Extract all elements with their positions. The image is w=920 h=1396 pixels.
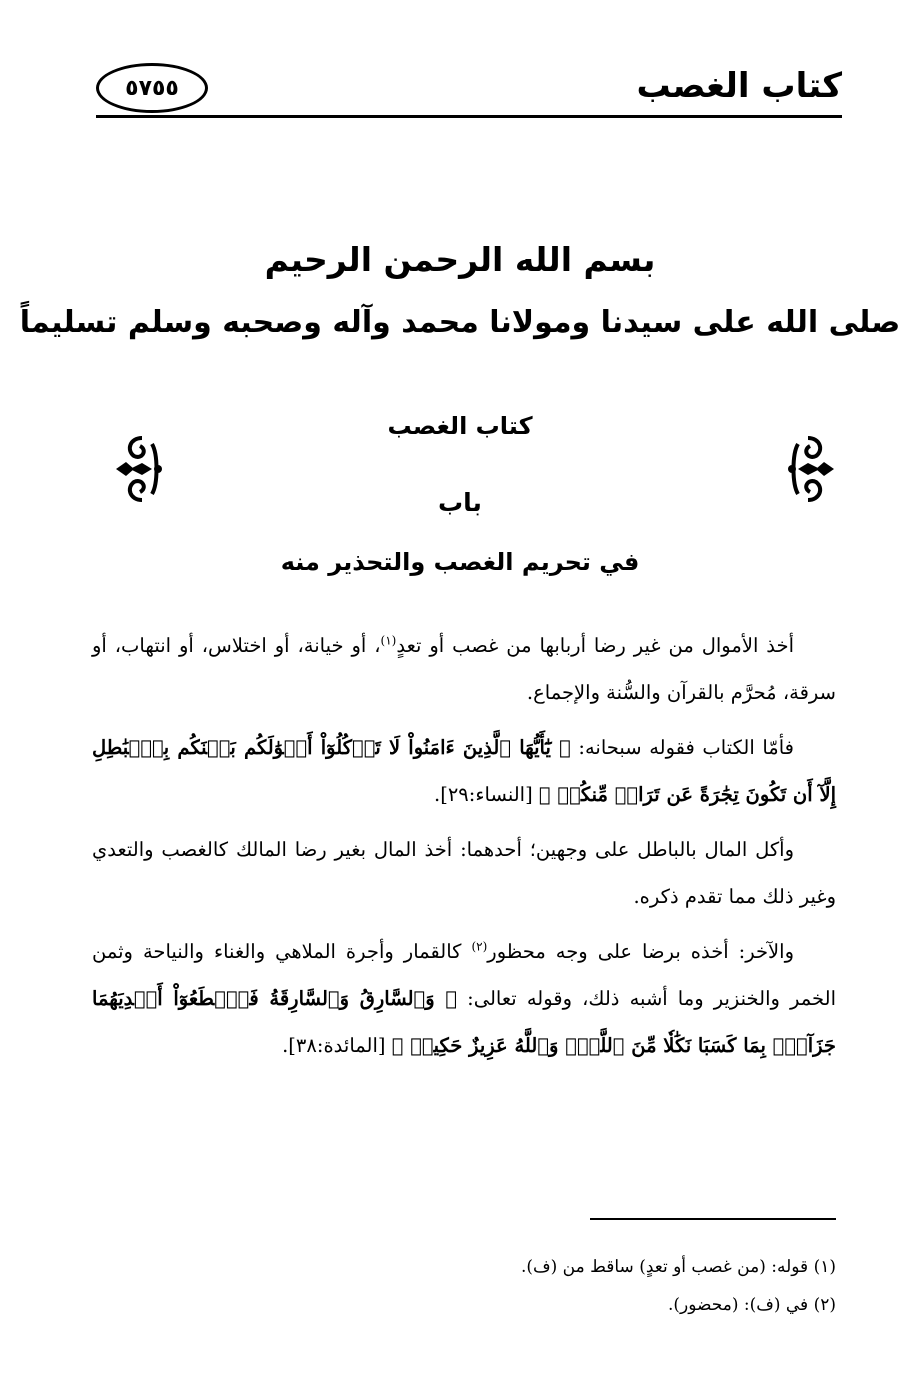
- quran-verse: ﴿ وَٱلسَّارِقُ وَٱلسَّارِقَةُ فَٱقۡطَعُوٓاْ أَيۡدِيَهُمَا جَزَآءَۢ بِمَا كَسَبَا نَكَٰلٗا مِّنَ ٱللَّهِۗ وَٱللَّهُ عَزِيزٌ حَكِيمٞ ﴾: [92, 987, 836, 1057]
- bab-subtitle: في تحريم الغصب والتحذير منه: [280, 548, 640, 576]
- verse-citation: [المائدة:٣٨].: [282, 1034, 392, 1057]
- paragraph-1: أخذ الأموال من غير رضا أربابها من غصب أو تعدٍ$^{(١)}$، أو خيانة، أو اختلاس، أو انتهاب، أو سرقة، مُحرَّم بالقرآن والسُّنة والإجماع.: [92, 633, 836, 704]
- footnote-ref-2: (٢): [471, 939, 488, 954]
- paragraph-3: وأكل المال بالباطل على وجهين؛ أحدهما: أخذ المال بغير رضا المالك كالغصب والتعدي وغير ذلك مما تقدم ذكره.: [92, 838, 836, 908]
- footnote-2: (٢) في (ف): (محضور).: [667, 1295, 836, 1315]
- page-number: ٥٧٥٥: [96, 63, 208, 113]
- footnote-divider: [590, 1218, 836, 1220]
- footnote-1: (١) قوله: (من غصب أو تعدٍ) ساقط من (ف).: [520, 1257, 836, 1277]
- verse-citation: [النساء:٢٩].: [434, 783, 539, 806]
- quran-verse: ﴿ يَٰٓأَيُّهَا ٱلَّذِينَ ءَامَنُواْ لَا تَأۡكُلُوٓاْ أَمۡوَٰلَكُم بَيۡنَكُم بِٱلۡبَٰطِلِ إِلَّآ أَن تَكُونَ تِجَٰرَةً عَن تَرَاضٖ مِّنكُمۡ ﴾: [92, 736, 836, 806]
- header-rule: [96, 115, 842, 118]
- salutation: صلى الله على سيدنا ومولانا محمد وآله وصحبه وسلم تسليماً: [19, 305, 901, 340]
- footnote-ref-1: (١): [380, 633, 397, 648]
- footnotes: [300, 1248, 836, 1324]
- bab-heading: باب: [438, 488, 482, 517]
- body-text: [92, 622, 836, 1077]
- paragraph-2: فأمّا الكتاب فقوله سبحانه: ﴿ يَٰٓأَيُّهَا ٱلَّذِينَ ءَامَنُواْ لَا تَأۡكُلُوٓاْ أَمۡوَٰلَكُم بَيۡنَكُم بِٱلۡبَٰطِلِ إِلَّآ أَن تَكُونَ تِجَٰرَةً عَن تَرَاضٖ مِّنكُمۡ ﴾ [النساء:٢٩].: [92, 736, 836, 806]
- basmala: بسم الله الرحمن الرحيم: [264, 240, 656, 279]
- running-title: كتاب الغصب: [636, 66, 842, 106]
- paragraph-4: والآخر: أخذه برضا على وجه محظور$^{(٢)}$ كالقمار وأجرة الملاهي والغناء والنياحة وثمن الخمر والخنزير وما أشبه ذلك، وقوله تعالى: ﴿ وَٱلسَّارِقُ وَٱلسَّارِقَةُ فَٱقۡطَعُوٓاْ أَيۡدِيَهُمَا جَزَآءَۢ بِمَا كَسَبَا نَكَٰلٗا مِّنَ ٱللَّهِۗ وَٱللَّهُ عَزِيزٌ حَكِيمٞ ﴾ [المائدة:٣٨].: [92, 939, 837, 1057]
- book-title: كتاب الغصب: [387, 412, 533, 440]
